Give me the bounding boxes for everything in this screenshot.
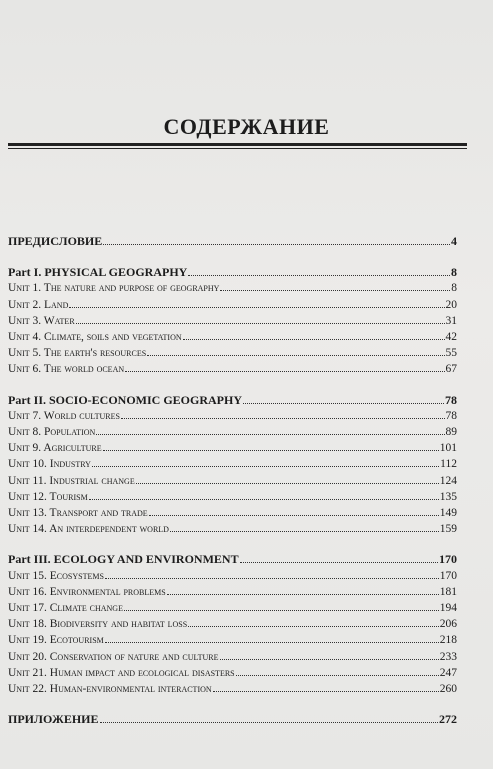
toc-unit-4[interactable]	[8, 329, 457, 345]
toc-unit-15[interactable]	[8, 568, 457, 584]
toc-part-label: Part II. SOCIO-ECONOMIC GEOGRAPHY	[8, 392, 242, 407]
dot-leader	[183, 330, 445, 340]
dot-leader	[105, 633, 439, 643]
toc-unit-3[interactable]	[8, 313, 457, 329]
toc-unit-label: Unit 1. The nature and purpose of geography	[8, 282, 220, 295]
dot-leader	[89, 490, 439, 500]
dot-leader	[188, 266, 450, 276]
page-title: СОДЕРЖАНИЕ	[163, 114, 330, 139]
dot-leader	[125, 362, 444, 372]
dot-leader	[136, 474, 439, 484]
toc-unit-13[interactable]	[8, 505, 457, 521]
toc-unit-label: Unit 21. Human impact and ecological disasters	[8, 666, 235, 679]
toc-unit-8[interactable]	[8, 424, 457, 440]
toc-unit-21[interactable]	[8, 665, 457, 681]
dot-leader	[121, 409, 445, 419]
toc-unit-label: Unit 2. Land	[8, 298, 69, 311]
toc-unit-label: Unit 3. Water	[8, 314, 75, 327]
toc-unit-label: Unit 18. Biodiversity and habitat loss	[8, 618, 188, 631]
toc-unit-page: 78	[445, 409, 457, 422]
dot-leader	[147, 346, 444, 356]
toc-unit-5[interactable]	[8, 345, 457, 361]
toc-unit-17[interactable]	[8, 600, 457, 616]
dot-leader	[167, 585, 439, 595]
toc-part-2[interactable]	[8, 392, 457, 408]
toc-unit-label: Unit 19. Ecotourism	[8, 634, 104, 647]
dot-leader	[149, 506, 439, 516]
dot-leader	[124, 601, 439, 611]
toc-unit-page: 206	[439, 618, 457, 631]
toc-unit-1[interactable]	[8, 280, 457, 296]
toc-part-label: Part III. ECOLOGY AND ENVIRONMENT	[8, 552, 239, 567]
toc-unit-page: 247	[439, 666, 457, 679]
dot-leader	[236, 666, 439, 676]
dot-leader	[92, 457, 439, 467]
toc-unit-page: 135	[439, 490, 457, 503]
dot-leader	[103, 441, 439, 451]
toc-unit-label: Unit 20. Conservation of nature and culture	[8, 650, 219, 663]
toc-unit-18[interactable]	[8, 616, 457, 632]
toc-unit-14[interactable]	[8, 521, 457, 537]
toc-unit-label: Unit 9. Agriculture	[8, 442, 102, 455]
toc-unit-20[interactable]	[8, 649, 457, 665]
dot-leader	[213, 682, 439, 692]
toc-part-3[interactable]	[8, 551, 457, 567]
toc-unit-label: Unit 22. Human-environmental interaction	[8, 683, 212, 696]
toc-unit-9[interactable]	[8, 440, 457, 456]
table-of-contents	[8, 233, 457, 727]
dot-leader	[243, 394, 444, 404]
toc-unit-label: Unit 17. Climate change	[8, 602, 123, 615]
toc-entry-appendix[interactable]	[8, 711, 457, 727]
toc-unit-page: 194	[439, 602, 457, 615]
title-rule-thick	[8, 143, 467, 146]
toc-unit-page: 260	[439, 683, 457, 696]
toc-unit-page: 42	[445, 331, 457, 344]
toc-unit-page: 159	[439, 523, 457, 536]
title-rule-thin	[8, 148, 467, 149]
toc-unit-page: 55	[445, 347, 457, 360]
dot-leader	[103, 235, 450, 245]
dot-leader	[188, 617, 439, 627]
dot-leader	[220, 650, 439, 660]
toc-unit-label: Unit 10. Industry	[8, 458, 91, 471]
toc-unit-label: Unit 6. The world ocean	[8, 363, 125, 376]
toc-unit-page: 20	[445, 298, 457, 311]
dot-leader	[170, 522, 439, 532]
toc-unit-label: Unit 5. The earth's resources	[8, 347, 147, 360]
toc-unit-16[interactable]	[8, 584, 457, 600]
toc-unit-page: 149	[439, 507, 457, 520]
dot-leader	[240, 553, 438, 563]
toc-unit-2[interactable]	[8, 297, 457, 313]
toc-unit-page: 218	[439, 634, 457, 647]
dot-leader	[69, 298, 444, 308]
toc-unit-label: Unit 16. Environmental problems	[8, 585, 166, 598]
toc-part-page: 78	[445, 392, 457, 407]
toc-unit-page: 67	[445, 363, 457, 376]
toc-unit-label: Unit 7. World cultures	[8, 409, 120, 422]
toc-unit-page: 124	[439, 474, 457, 487]
toc-unit-12[interactable]	[8, 489, 457, 505]
toc-entry-label: ПРИЛОЖЕНИЕ	[8, 712, 99, 727]
toc-part-page: 170	[439, 552, 457, 567]
dot-leader	[105, 569, 439, 579]
toc-unit-page: 112	[440, 458, 457, 471]
toc-unit-11[interactable]	[8, 473, 457, 489]
toc-entry-preface[interactable]	[8, 233, 457, 249]
toc-unit-label: Unit 12. Tourism	[8, 490, 88, 503]
toc-unit-19[interactable]	[8, 632, 457, 648]
dot-leader	[220, 281, 450, 291]
toc-unit-label: Unit 8. Population	[8, 426, 96, 439]
toc-unit-label: Unit 4. Climate, soils and vegetation	[8, 331, 182, 344]
toc-unit-label: Unit 15. Ecosystems	[8, 569, 104, 582]
dot-leader	[96, 425, 444, 435]
toc-unit-page: 31	[445, 314, 457, 327]
toc-entry-label: ПРЕДИСЛОВИЕ	[8, 234, 103, 248]
toc-unit-page: 170	[439, 569, 457, 582]
toc-unit-6[interactable]	[8, 361, 457, 377]
toc-unit-page: 8	[451, 282, 457, 295]
dot-leader	[100, 713, 438, 723]
toc-part-page: 8	[451, 265, 457, 280]
toc-part-1[interactable]	[8, 264, 457, 280]
toc-unit-page: 89	[445, 426, 457, 439]
toc-unit-page: 101	[439, 442, 457, 455]
toc-unit-10[interactable]	[8, 456, 457, 472]
toc-unit-label: Unit 14. An interdependent world	[8, 523, 169, 536]
toc-unit-7[interactable]	[8, 408, 457, 424]
toc-part-label: Part I. PHYSICAL GEOGRAPHY	[8, 265, 188, 280]
toc-unit-22[interactable]	[8, 681, 457, 697]
toc-unit-page: 181	[439, 585, 457, 598]
toc-entry-page: 272	[439, 712, 457, 727]
toc-unit-page: 233	[439, 650, 457, 663]
toc-entry-page: 4	[451, 234, 457, 248]
toc-unit-label: Unit 13. Transport and trade	[8, 507, 148, 520]
toc-unit-label: Unit 11. Industrial change	[8, 474, 135, 487]
dot-leader	[76, 314, 445, 324]
